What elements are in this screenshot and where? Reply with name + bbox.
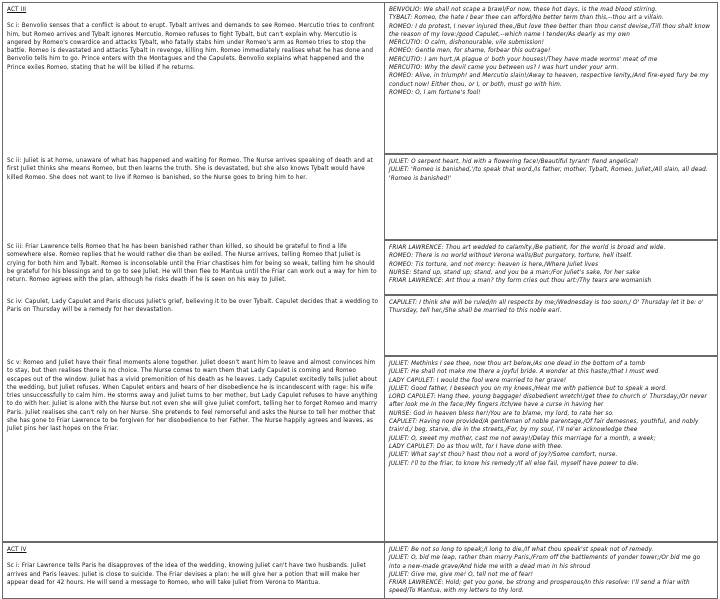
- quotes-scene5-cell: [384, 356, 718, 542]
- quotes-act4-scene1-cell: [384, 542, 718, 599]
- act4-title: ACT IV: [7, 547, 27, 553]
- quotes-scene2: JULIET: O serpent heart, hid with a flowering face!/Beautiful tyrant! fiend angelical! JULIET: 'Romeo is banished,'/to speak that word,/Is father, mother, Tybalt, Romeo, Juliet,/All slain, all dead. 'Romeo is banished!': [389, 159, 708, 182]
- act3-title: ACT III: [7, 7, 27, 13]
- quotes-scene3: FRIAR LAWRENCE: Thou art wedded to calamity./Be patient, for the world is broad and wide. ROMEO: There is no world without Verona walls/But purgatory, torture, hell itself. ROMEO: Tis torture, and not mercy: heaven is here,/Where Juliet lives NURSE: Stand up, stand up; stand, and you be a man:/For Juliet's sake, for her sake FRIAR LAWRENCE: Art thou a man? thy form cries out thou art:/Thy tears are womanish: [389, 245, 666, 285]
- act3-scene3-cell: [2, 240, 384, 295]
- act4-scene1-summary: Sc i: Friar Lawrence tells Paris he disapproves of the idea of the wedding, knowing Juliet can't have two husbands. Juliet arrives and Paris leaves. Juliet is close to suicide. The Friar devises a plan: he will give her a potion that will make her appear dead for 42 hours. He will send a message to Romeo, who will take Juliet from Verona to Mantua.: [7, 563, 368, 586]
- act3-scene2-cell: [2, 154, 384, 240]
- notes-table: [2, 2, 718, 595]
- act4-scene1-cell: [2, 542, 384, 599]
- quotes-scene3-cell: [384, 240, 718, 295]
- quotes-scene5: JULIET: Methinks I see thee, now thou art below,/As one dead in the bottom of a tomb JULIET: He shall not make me there a joyful bride. A wonder at this haste;/that I must wed LADY CAPULET: I would the fool were married to her grave! JULIET: Good father, I beseech you on my knees,/Hear me with patience but to speak a word. LORD CAPULET: Hang thee, young baggage! disobedient wretch!/get thee to church o' Thursday,/Or never after look me in the face:/My fingers itch/we have a curse in having her NURSE: God in heaven bless her!/You are to blame, my lord, to rate her so. CAPULET: Having now provided/A gentleman of noble parentage,/Of fair demesnes, youthful, and nobly train'd,/ beg, starve, die in the streets,/For, by my soul, I'll ne'er acknowledge thee JULIET: O, sweet my mother, cast me not away!/Delay this marriage for a month, a week; LADY CAPULET: Do as thou wilt, for I have done with thee. JULIET: What say'st thou? hast thou not a word of joy?/Some comfort, nurse. JULIET: I'll to the friar, to know his remedy:/If all else fail, myself have power to die.: [389, 361, 707, 467]
- act3-scene1-summary: Sc i: Benvolio senses that a conflict is about to erupt. Tybalt arrives and demands to see Romeo. Mercutio tries to confront him, but Romeo arrives and Tybalt ignores Mercutio. Romeo refuses to fight Tybalt, but can't explain why. Mercutio is angered by Romeo's cowardice and attacks Tybalt, who fatally stabs him under Romeo's arm as Romeo tries to stop the battle. Romeo is devastated and attacks Tybalt in revenge, killing him. Romeo immediately realises what he has done and Benvolio tells him to go. Prince enters with the Montagues and the Capulets. Benvolio explains what happened and the Prince exiles Romeo, stating that he will be killed if he returns.: [7, 23, 377, 71]
- quotes-scene4-cell: [384, 295, 718, 356]
- act3-scene5-summary: Sc v: Romeo and Juliet have their final moments alone together. Juliet doesn't want him to leave and almost convinces him to stay, but then realises there is no choice. The Nurse comes to warn them that Lady Capulet is coming and Romeo escapes out of the window. Juliet has a vivid premonition of his death as he leaves. Lady Capulet excitedly tells Juliet about the wedding, but Juliet refuses. When Capulet enters and hears of her disobedience he is incandescent with rage: his wife tries unsuccessfully to calm him. He storms away and Juliet turns to her mother, but Lady Capulet refuses to have anything to do with her. Juliet is alone with the Nurse but not even she will give Juliet comfort, telling her to forget Romeo and marry Paris. Juliet realises she can't rely on her Nurse. She pretends to feel remorseful and asks the Nurse to tell her mother that she has gone to Friar Lawrence to be forgiven for her disobedience to her Father. The Nurse happily agrees and leaves, as Juliet pins her last hopes on the Friar.: [7, 360, 380, 433]
- quotes-act4-scene1: JULIET: Be not so long to speak;/I long to die,/If what thou speak'st speak not of remedy. JULIET: O, bid me leap, rather than marry Paris,/From off the battlements of yonder tower;/Or bid me go into a new-made grave/And hide me with a dead man in his shroud JULIET: Give me, give me! O, tell not me of fear! FRIAR LAWRENCE: Hold; get you gone, be strong and prosperous/In this resolve: I'll send a friar with speed/To Mantua, with my letters to thy lord.: [389, 547, 701, 595]
- act3-scene4-summary: Sc iv: Capulet, Lady Capulet and Paris discuss Juliet's grief, believing it to be over Tybalt. Capulet decides that a wedding to Paris on Thursday will be a remedy for her devastation.: [7, 299, 381, 314]
- act3-scene1-cell: [2, 2, 384, 154]
- act3-scene4-cell: [2, 295, 384, 356]
- quotes-scene4: CAPULET: I think she will be ruled/In all respects by me;/Wednesday is too soon,/ O' Thursday let it be: o' Thursday, tell her,/She shall be married to this noble earl.: [389, 300, 706, 315]
- quotes-scene1-cell: [384, 2, 718, 154]
- act3-scene2-summary: Sc ii: Juliet is at home, unaware of what has happened and waiting for Romeo. The Nurse arrives speaking of death and at first Juliet thinks she means Romeo, but then learns the truth. She is devastated, but she also knows Tybalt would have killed Romeo. She does not want to live if Romeo is banished, so the Nurse goes to bring him to her.: [7, 158, 375, 181]
- quotes-scene1: BENVOLIO: We shall not scape a brawl/For now, these hot days, is the mad blood stirring. TYBALT: Romeo, the hate I bear thee can afford/No better term than this,--thou art a villain. ROMEO: I do protest, I never injured thee,/But love thee better than thou canst devise,/Till thou shalt know the reason of my love:/good Capulet,--which name I tender/As dearly as my own MERCUTIO: O calm, dishonourable, vile submission! ROMEO: Gentle men, for shame, forbear this outrage! MERCUTIO: I am hurt./A plague o' both your houses!/They have made worms' meat of me MERCUTIO: Why the devil came you between us? I was hurt under your arm. ROMEO: Alive, in triumph! and Mercutio slain!/Away to heaven, respective lenity,/And fire-eyed fury be my conduct now! Either thou, or I, or both, must go with him. ROMEO: O, I am fortune's fool!: [389, 7, 711, 96]
- act3-scene3-summary: Sc iii: Friar Lawrence tells Romeo that he has been banished rather than killed, so should be grateful to find a life somewhere else. Romeo replies that he would rather die than be exiled. The Nurse arrives, telling Romeo that Juliet is crying for both him and Tybalt. Romeo is inconsolable until the Friar chastises him for being so weak, telling him he should be grateful for his blessings and to go to see Juliet. He will then flee to Mantua until the Friar can work out a way for him to return. Romeo agrees with the plan, although he risks death if he is seen on his way to Juliet.: [7, 244, 379, 284]
- quotes-scene2-cell: [384, 154, 718, 240]
- act3-scene5-cell: [2, 356, 384, 542]
